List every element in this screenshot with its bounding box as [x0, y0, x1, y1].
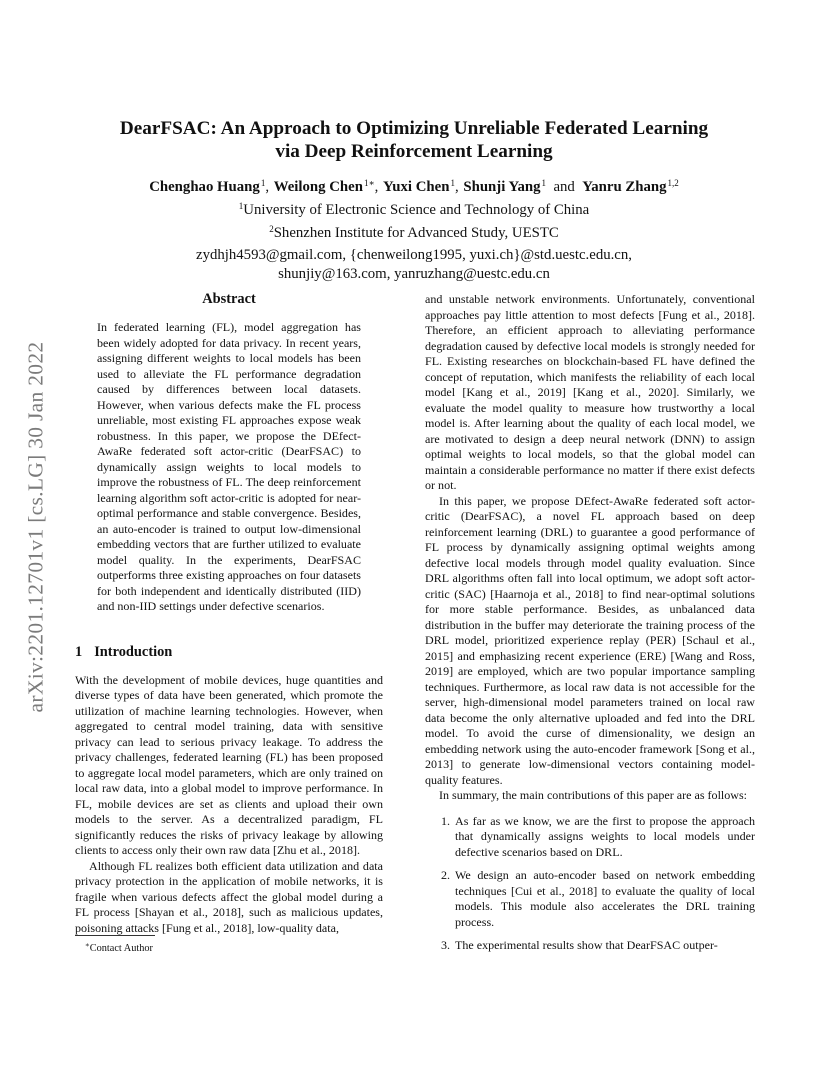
- author-affiliation-mark: 1,2: [667, 178, 679, 188]
- intro-paragraph-2: Although FL realizes both efficient data utilization and data privacy protection in the application of mobile networks, it is fragile when various defects affect the global model during a FL process [Shayan et al., 2018], such as malicious updates, poisoning attacks [Fung et al., 2018], low-quality data,: [75, 858, 383, 935]
- affiliation: [70, 197, 758, 220]
- affiliation-mark: 2: [269, 224, 274, 234]
- paper-title: [70, 117, 758, 163]
- list-item: 2. We design an auto-encoder based on network embedding techniques [Cui et al., 2018] to evaluate the quality of local models. This module also accelerates the DRL training process.: [453, 868, 755, 930]
- author-name: Shunji Yang: [463, 179, 541, 195]
- author-affiliation-mark: 1: [450, 178, 455, 188]
- body-paragraph-2: In this paper, we propose DEfect-AwaRe federated soft actor-critic (DearFSAC), a novel FL approach based on deep reinforcement learning (DRL) to guarantee a good performance of FL process by dynamically assigning optimal weights among defective local models through model quality evaluation. Since DRL algorithms often fall into local optimum, we adopt soft actor-critic (SAC) [Haarnoja et al., 2018] to find near-optimal solutions for more stable performance. Besides, as unbalanced data distribution in the buffer may deteriorate the training process of the DRL model, prioritized experience replay (PER) [Schaul et al., 2015] and emphasizing recent experience (ERE) [Wang and Ross, 2019] are employed, which are two popular importance sampling techniques. Furthermore, as local raw data is not accessible for the server, high-dimensional model parameters trained on local raw data become the only alternative uploaded and fed into the DRL model. To avoid the curse of dimensionality, we design an embedding network using the auto-encoder framework [Song et al., 2013] to generate low-dimensional vectors containing model-quality features.: [425, 493, 755, 787]
- paper-header: [70, 117, 758, 284]
- footnote: [75, 939, 153, 955]
- paper-title-line-2: via Deep Reinforcement Learning: [275, 141, 553, 162]
- arxiv-identifier-stamp: [18, 292, 54, 762]
- author-affiliation-mark: 1: [541, 178, 547, 188]
- left-column: [75, 290, 383, 936]
- footnote-rule: [75, 935, 155, 936]
- email-line-1: zydhjh4593@gmail.com, {chenweilong1995, yuxi.ch}@std.uestc.edu.cn,: [196, 247, 632, 263]
- author-conjunction: and: [553, 179, 575, 195]
- affiliation-mark: 1: [238, 201, 244, 211]
- section-title: Introduction: [94, 643, 173, 660]
- author-emails: [70, 246, 758, 284]
- affiliation: [70, 220, 758, 243]
- arxiv-identifier-text: arXiv:2201.12701v1 [cs.LG] 30 Jan 2022: [23, 341, 48, 713]
- author-name: Weilong Chen: [273, 179, 363, 195]
- author-list: Chenghao Huang$^1$, Weilong Chen$^{1∗}$, Yuxi Chen$^1$, Shunji Yang$^1$ and Yanru Zhang$^{1,2}$: [149, 178, 679, 195]
- email-line-2: shunjiy@163.com, yanruzhang@uestc.edu.cn: [278, 266, 550, 282]
- section-heading-introduction: [75, 643, 383, 661]
- author-name: Yuxi Chen: [382, 179, 450, 195]
- list-item: 1. As far as we know, we are the first to propose the approach that dynamically assigns weights to local models under defective scenarios based on DRL.: [453, 814, 755, 861]
- intro-paragraph-1: With the development of mobile devices, huge quantities and diverse types of data have been generated, which promote the utilization of machine learning technologies. However, when aggregated to central model training, data with sensitive privacy can lead to serious privacy leakage. To address the privacy challenges, federated learning (FL) has been proposed to aggregate local model parameters, which are only trained on local raw data, into a global model to improve performance. In FL, mobile devices are set as clients and upload their own models to the server. As a decentralized paradigm, FL significantly reduces the risks of privacy leakage by allowing clients to access only their own raw data [Zhu et al., 2018].: [75, 672, 383, 857]
- body-paragraph-1: and unstable network environments. Unfortunately, conventional approaches pay little attention to most defects [Fung et al., 2018]. Therefore, an efficient approach to alleviating performance degradation caused by defective local models is strongly needed for FL. Existing researches on blockchain-based FL have defined the concept of reputation, which manifests the reliability of each local model [Kang et al., 2019] [Kang et al., 2020]. Similarly, we evaluate the model quality to measure how trustworthy a local model is. After learning about the quality of each local model, we are motivated to design a deep neural network (DNN) to assign optimal weights to local models, so that the global model can maintain a considerable performance no matter if there exist defects or not.: [425, 292, 755, 492]
- abstract-text: In federated learning (FL), model aggregation has been widely adopted for data privacy. In recent years, assigning different weights to local models has been used to alleviate the FL performance degradation caused by differences between local datasets. However, when various defects make the FL process unreliable, most existing FL approaches expose weak robustness. In this paper, we propose the DEfect-AwaRe federated soft actor-critic (DearFSAC) to dynamically assign weights to local models to improve the robustness of FL. The deep reinforcement learning algorithm soft actor-critic is adopted for near-optimal performance and stable convergence. Besides, an auto-encoder is trained to output low-dimensional embedding vectors that are further utilized to evaluate model quality. In the experiments, DearFSAC outperforms three existing approaches on four datasets for both independent and identically distributed (IID) and non-IID settings under defective scenarios.: [97, 320, 361, 613]
- author-name: Chenghao Huang: [149, 179, 260, 195]
- affiliation-text: Shenzhen Institute for Advanced Study, UESTC: [273, 225, 559, 241]
- abstract-body: [75, 320, 383, 615]
- paper-title-line-1: DearFSAC: An Approach to Optimizing Unreliable Federated Learning: [119, 118, 709, 139]
- footnote-text: Contact Author: [89, 943, 153, 954]
- footnote-mark: ∗: [85, 941, 90, 949]
- section-number: 1: [75, 643, 83, 660]
- abstract-heading: Abstract: [202, 291, 256, 307]
- list-item: 3. The experimental results show that DearFSAC outper-: [453, 938, 755, 954]
- affiliation-text: University of Electronic Science and Technology of China: [243, 202, 590, 218]
- body-paragraph-3: In summary, the main contributions of this paper are as follows:: [439, 788, 748, 802]
- contributions-list: [425, 814, 755, 954]
- author-name: Yanru Zhang: [582, 179, 667, 195]
- right-column: [425, 292, 755, 962]
- author-affiliation-mark: 1: [260, 178, 266, 188]
- author-affiliation-mark: 1∗: [363, 178, 375, 188]
